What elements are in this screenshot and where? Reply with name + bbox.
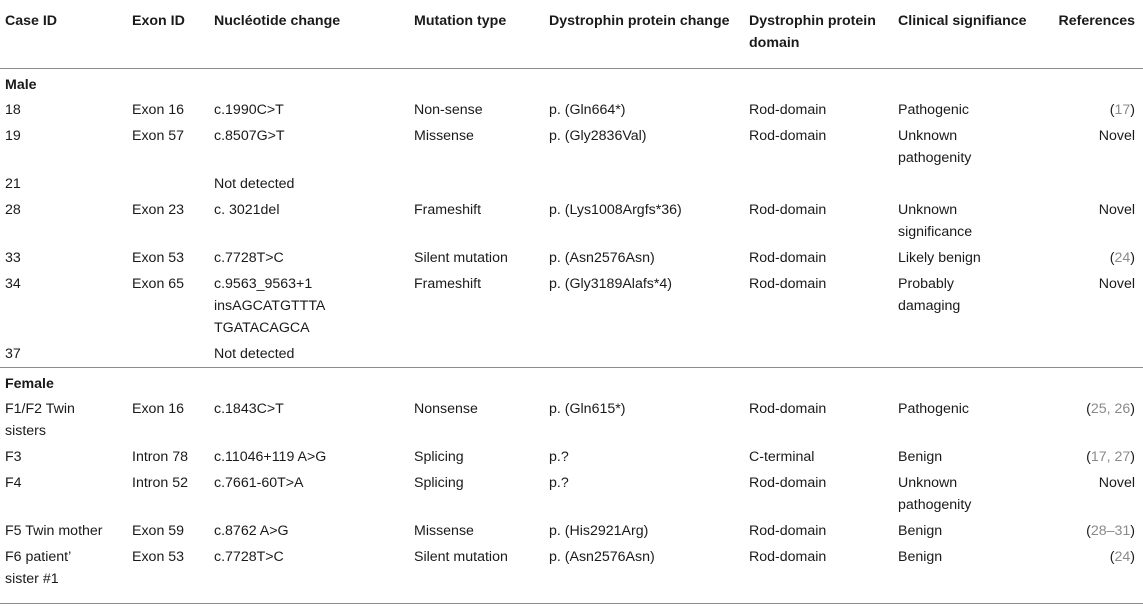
ref-paren-close: ) — [1130, 449, 1135, 465]
header-case-id: Case ID — [5, 13, 58, 29]
cell-mutation-type: Splicing — [414, 475, 464, 491]
cell-nucleotide-change: c.11046+119 A>G — [214, 449, 327, 465]
ref-citation: 24 — [1114, 549, 1131, 565]
header-clinical-significance: Clinical signifiance — [898, 13, 1027, 29]
cell-protein-change: p. (Lys1008Argfs*36) — [549, 202, 682, 218]
cell-clinical-significance: Unknown pathogenity — [898, 128, 972, 166]
header-protein-change: Dystrophin protein change — [549, 13, 730, 29]
cell-exon-id: Exon 53 — [132, 250, 185, 266]
cell-mutation-type: Non-sense — [414, 102, 483, 118]
cell-mutation-type: Frameshift — [414, 202, 482, 218]
header-mutation-type: Mutation type — [414, 13, 507, 29]
cell-mutation-type: Silent mutation — [414, 250, 508, 266]
cell-nucleotide-change: c.8507G>T — [214, 128, 285, 144]
header-protein-domain: Dystrophin protein domain — [749, 13, 876, 51]
cell-protein-domain: Rod-domain — [749, 250, 827, 266]
cell-nucleotide-change: c.8762 A>G — [214, 523, 289, 539]
cell-clinical-significance: Benign — [898, 523, 943, 539]
table-row — [0, 470, 1143, 518]
cell-references — [1046, 97, 1143, 123]
ref-paren-open: ( — [1109, 102, 1115, 118]
cell-clinical-significance: Benign — [898, 549, 943, 565]
cell-clinical-significance: Probably damaging — [898, 276, 961, 314]
cell-protein-domain: Rod-domain — [749, 202, 827, 218]
cell-case-id: 28 — [5, 202, 21, 218]
section-male — [0, 69, 1143, 98]
cell-exon-id: Exon 65 — [132, 276, 185, 292]
cell-exon-id: Exon 23 — [132, 202, 185, 218]
table-row — [0, 444, 1143, 470]
ref-label: Novel — [1098, 202, 1135, 218]
cell-case-id: 33 — [5, 250, 21, 266]
cell-mutation-type: Silent mutation — [414, 549, 508, 565]
ref-paren-open: ( — [1086, 449, 1091, 465]
cell-mutation-type: Missense — [414, 523, 474, 539]
cell-clinical-significance: Pathogenic — [898, 401, 969, 417]
ref-citation: 17, 27 — [1090, 449, 1131, 465]
table-row — [0, 97, 1143, 123]
cell-references — [1046, 123, 1143, 171]
cell-case-id: F4 — [5, 475, 22, 491]
cell-protein-domain: Rod-domain — [749, 523, 827, 539]
cell-protein-domain — [744, 171, 893, 197]
cell-protein-change: p.? — [549, 475, 569, 491]
cell-references — [1046, 518, 1143, 544]
cell-protein-change: p. (His2921Arg) — [549, 523, 649, 539]
cell-clinical-significance: Likely benign — [898, 250, 981, 266]
cell-protein-change: p. (Asn2576Asn) — [549, 250, 655, 266]
section-female — [0, 368, 1143, 397]
header-nucleotide-change: Nucléotide change — [214, 13, 341, 29]
cell-nucleotide-change: c. 3021del — [214, 202, 280, 218]
cell-references — [1046, 171, 1143, 197]
ref-paren-close: ) — [1130, 102, 1135, 118]
cell-clinical-significance — [893, 341, 1046, 368]
cell-mutation-type: Splicing — [414, 449, 464, 465]
cell-case-id: F3 — [5, 449, 22, 465]
ref-citation: 28–31 — [1090, 523, 1131, 539]
cell-protein-change: p. (Gln664*) — [549, 102, 626, 118]
cell-mutation-type: Nonsense — [414, 401, 478, 417]
ref-paren-close: ) — [1130, 549, 1135, 565]
ref-citation: 25, 26 — [1090, 401, 1131, 417]
cell-protein-change — [544, 171, 744, 197]
section-label-female: Female — [5, 376, 54, 392]
cell-case-id: F5 Twin mother — [5, 523, 103, 539]
cell-case-id: 34 — [5, 276, 21, 292]
cell-protein-domain: C-terminal — [749, 449, 815, 465]
cell-clinical-significance: Pathogenic — [898, 102, 969, 118]
cell-references — [1046, 470, 1143, 518]
cell-exon-id: Intron 52 — [132, 475, 189, 491]
cell-case-id: F1/F2 Twin sisters — [5, 401, 75, 439]
cell-clinical-significance: Benign — [898, 449, 943, 465]
cell-nucleotide-change: c.9563_9563+1 insAGCATGTTTA TGATACAGCA — [214, 276, 326, 336]
cell-clinical-significance — [893, 171, 1046, 197]
cell-mutation-type: Missense — [414, 128, 474, 144]
header-references: References — [1058, 13, 1135, 29]
cell-protein-change: p. (Asn2576Asn) — [549, 549, 655, 565]
table-row — [0, 171, 1143, 197]
table-row — [0, 341, 1143, 368]
cell-case-id: 21 — [5, 176, 21, 192]
table-row — [0, 245, 1143, 271]
table-row — [0, 123, 1143, 171]
cell-protein-domain: Rod-domain — [749, 475, 827, 491]
cell-nucleotide-change: c.1990C>T — [214, 102, 284, 118]
ref-paren-open: ( — [1086, 523, 1091, 539]
cell-exon-id: Intron 78 — [132, 449, 189, 465]
ref-paren-open: ( — [1109, 250, 1115, 266]
cell-nucleotide-change: Not detected — [214, 176, 295, 192]
cell-protein-change: p. (Gln615*) — [549, 401, 626, 417]
cell-clinical-significance: Unknown pathogenity — [898, 475, 972, 513]
cell-case-id: 19 — [5, 128, 21, 144]
ref-citation: 24 — [1114, 250, 1131, 266]
cell-protein-change: p.? — [549, 449, 569, 465]
cell-case-id: F6 patient’ sister #1 — [5, 549, 72, 587]
ref-label: Novel — [1098, 276, 1135, 292]
table-row — [0, 518, 1143, 544]
bottom-rule — [0, 603, 1143, 604]
cell-references — [1046, 271, 1143, 341]
table-row — [0, 197, 1143, 245]
cell-nucleotide-change: c.7728T>C — [214, 549, 284, 565]
cell-nucleotide-change: Not detected — [214, 346, 295, 362]
ref-paren-open: ( — [1109, 549, 1115, 565]
cell-protein-change: p. (Gly2836Val) — [549, 128, 647, 144]
ref-paren-close: ) — [1130, 250, 1135, 266]
cell-references — [1046, 341, 1143, 368]
cell-nucleotide-change: c.7728T>C — [214, 250, 284, 266]
cell-nucleotide-change: c.7661-60T>A — [214, 475, 304, 491]
cell-exon-id: Exon 16 — [132, 401, 185, 417]
ref-citation: 17 — [1114, 102, 1131, 118]
cell-exon-id — [127, 171, 209, 197]
cell-protein-domain: Rod-domain — [749, 102, 827, 118]
cell-references — [1046, 544, 1143, 592]
cell-references — [1046, 197, 1143, 245]
ref-paren-open: ( — [1086, 401, 1091, 417]
section-label-male: Male — [5, 77, 37, 93]
table-row — [0, 396, 1143, 444]
cell-protein-domain: Rod-domain — [749, 128, 827, 144]
table-row — [0, 544, 1143, 592]
cell-protein-change: p. (Gly3189Alafs*4) — [549, 276, 673, 292]
cell-references — [1046, 396, 1143, 444]
cell-protein-change — [544, 341, 744, 368]
cell-protein-domain — [744, 341, 893, 368]
table-row — [0, 271, 1143, 341]
cell-protein-domain: Rod-domain — [749, 276, 827, 292]
ref-paren-close: ) — [1130, 401, 1135, 417]
cell-protein-domain: Rod-domain — [749, 401, 827, 417]
cell-protein-domain: Rod-domain — [749, 549, 827, 565]
cell-mutation-type: Frameshift — [414, 276, 482, 292]
cell-case-id: 18 — [5, 102, 21, 118]
cell-exon-id: Exon 59 — [132, 523, 185, 539]
table-header-row — [0, 0, 1143, 69]
cell-exon-id: Exon 16 — [132, 102, 185, 118]
cell-case-id: 37 — [5, 346, 21, 362]
cell-references — [1046, 444, 1143, 470]
cell-exon-id: Exon 57 — [132, 128, 185, 144]
cell-exon-id — [127, 341, 209, 368]
cell-references — [1046, 245, 1143, 271]
cell-clinical-significance: Unknown significance — [898, 202, 973, 240]
cell-nucleotide-change: c.1843C>T — [214, 401, 284, 417]
cell-exon-id: Exon 53 — [132, 549, 185, 565]
ref-paren-close: ) — [1130, 523, 1135, 539]
cell-mutation-type — [409, 341, 544, 368]
cell-mutation-type — [409, 171, 544, 197]
header-exon-id: Exon ID — [132, 13, 185, 29]
ref-label: Novel — [1098, 128, 1135, 144]
ref-label: Novel — [1098, 475, 1135, 491]
